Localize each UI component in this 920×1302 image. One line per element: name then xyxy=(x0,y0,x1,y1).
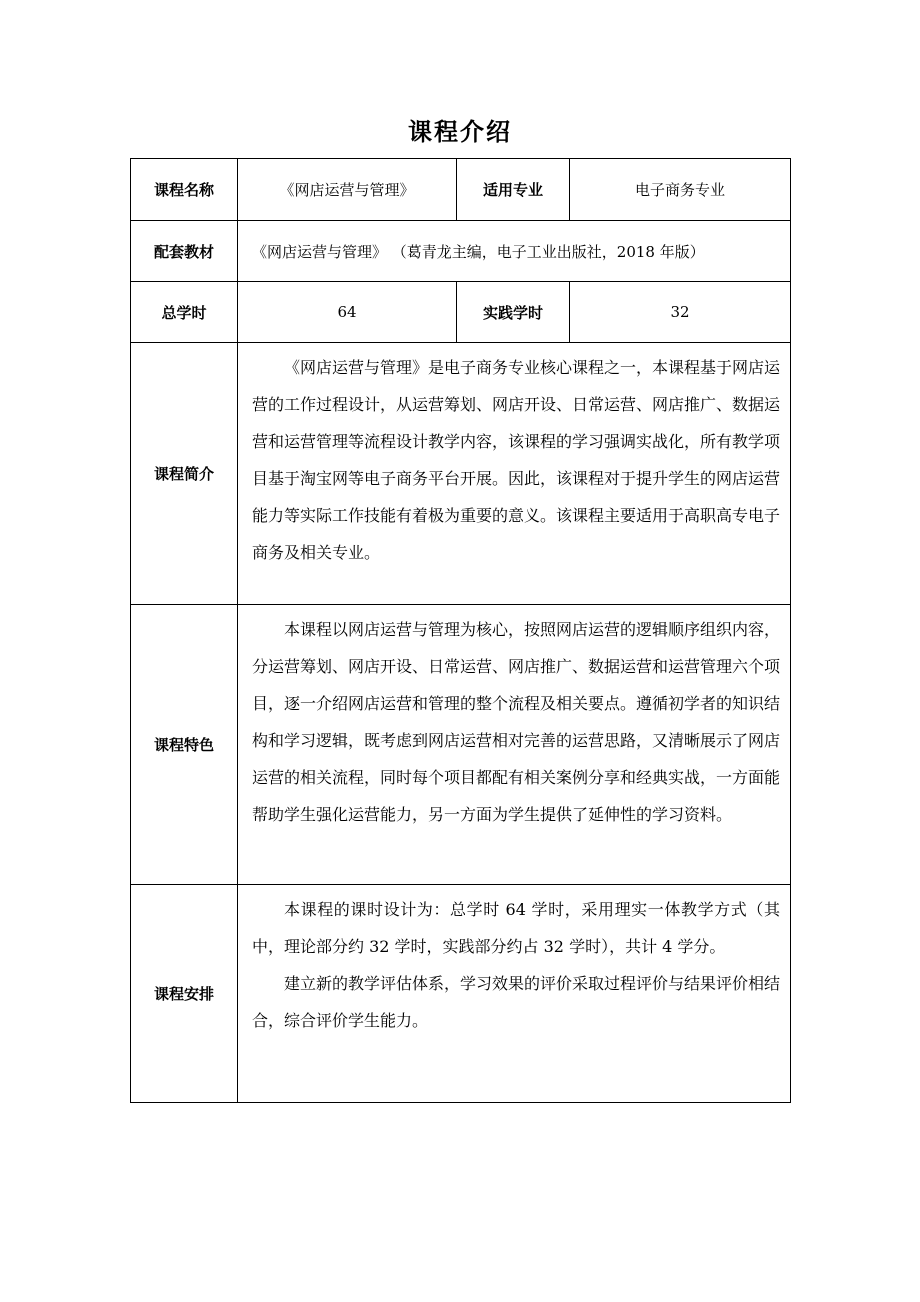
row-course-name xyxy=(131,159,791,221)
schedule-paragraph-1: 本课程的课时设计为：总学时 64 学时，采用理实一体教学方式（其中，理论部分约 32 学时，实践部分约占 32 学时），共计 4 学分。 xyxy=(252,900,780,956)
row-features xyxy=(131,605,791,885)
major-label: 适用专业 xyxy=(457,159,570,221)
row-textbook xyxy=(131,221,791,282)
textbook-label: 配套教材 xyxy=(131,221,238,282)
schedule-paragraph-2: 建立新的教学评估体系，学习效果的评价采取过程评价与结果评价相结合，综合评价学生能力。 xyxy=(252,974,781,1030)
features-content xyxy=(238,605,791,885)
row-hours xyxy=(131,282,791,343)
total-hours-value: 64 xyxy=(238,282,457,343)
document-title: 课程介绍 xyxy=(408,118,512,146)
schedule-label: 课程安排 xyxy=(131,885,238,1103)
practice-hours-label: 实践学时 xyxy=(457,282,570,343)
textbook-value: 《网店运营与管理》 （葛青龙主编，电子工业出版社，2018 年版） xyxy=(238,221,791,282)
major-value: 电子商务专业 xyxy=(570,159,791,221)
features-label: 课程特色 xyxy=(131,605,238,885)
intro-content xyxy=(238,343,791,605)
schedule-content xyxy=(238,885,791,1103)
course-name-value: 《网店运营与管理》 xyxy=(238,159,457,221)
practice-hours-value: 32 xyxy=(570,282,791,343)
total-hours-label: 总学时 xyxy=(131,282,238,343)
intro-label: 课程简介 xyxy=(131,343,238,605)
row-schedule xyxy=(131,885,791,1103)
row-intro xyxy=(131,343,791,605)
course-name-label: 课程名称 xyxy=(131,159,238,221)
course-info-table xyxy=(130,158,791,1103)
features-paragraph: 本课程以网店运营与管理为核心，按照网店运营的逻辑顺序组织内容，分运营筹划、网店开设、日常运营、网店推广、数据运营和运营管理六个项目，逐一介绍网店运营和管理的整个流程及相关要点。遵循初学者的知识结构和学习逻辑，既考虑到网店运营相对完善的运营思路，又清晰展示了网店运营的相关流程，同时每个项目都配有相关案例分享和经典实战，一方面能帮助学生强化运营能力，另一方面为学生提供了延伸性的学习资料。 xyxy=(252,620,781,824)
intro-paragraph: 《网店运营与管理》是电子商务专业核心课程之一，本课程基于网店运营的工作过程设计，从运营筹划、网店开设、日常运营、网店推广、数据运营和运营管理等流程设计教学内容，该课程的学习强调实战化，所有教学项目基于淘宝网等电子商务平台开展。因此，该课程对于提升学生的网店运营能力等实际工作技能有着极为重要的意义。该课程主要适用于高职高专电子商务及相关专业。 xyxy=(252,358,781,562)
